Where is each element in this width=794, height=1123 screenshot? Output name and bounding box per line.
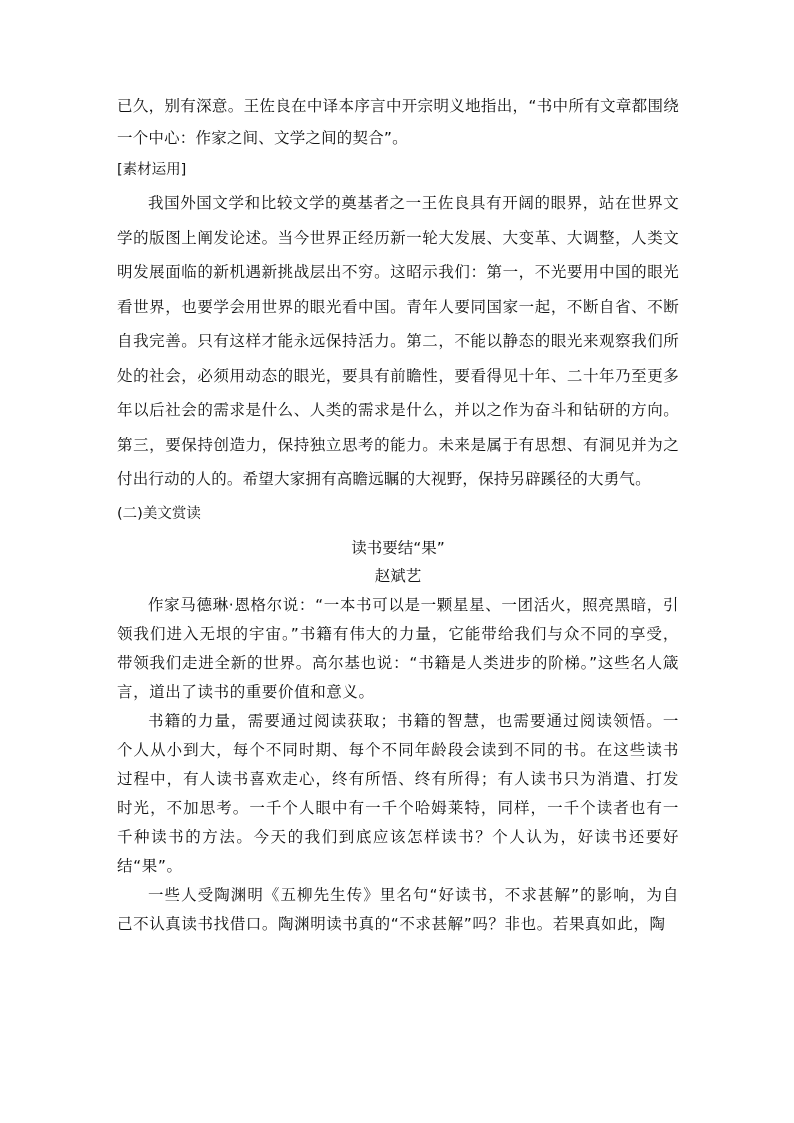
intro-continuation: 已久，别有深意。王佐良在中译本序言中开宗明义地指出，“书中所有文章都围绕一个中心：作家之间、文学之间的契合”。: [117, 97, 679, 147]
section-heading-appreciation: (二)美文赏读: [117, 505, 201, 522]
material-use-body: 我国外国文学和比较文学的奠基者之一王佐良具有开阔的眼界，站在世界文学的版图上阐发论述。当今世界正经历新一轮大发展、大变革、大调整，人类文明发展面临的新机遇新挑战层出不穷。这昭示我们：第一，不光要用中国的眼光看世界，也要学会用世界的眼光看中国。青年人要同国家一起，不断自省、不断自我完善。只有这样才能永远保持活力。第二，不能以静态的眼光来观察我们所处的社会，必须用动态的眼光，要具有前瞻性，要看得见十年、二十年乃至更多年以后社会的需求是什么、人类的需求是什么，并以之作为奋斗和钻研的方向。第三，要保持创造力，保持独立思考的能力。未来是属于有思想、有洞见并为之付出行动的人的。希望大家拥有高瞻远瞩的大视野，保持另辟蹊径的大勇气。: [117, 194, 679, 488]
essay-title: 读书要结“果”: [351, 538, 445, 557]
essay-paragraph: 书籍的力量，需要通过阅读获取；书籍的智慧，也需要通过阅读领悟。一个人从小到大，每个不同时期、每个不同年龄段会读到不同的书。在这些读书过程中，有人读书喜欢走心，终有所悟、终有所得；有人读书只为消遣、打发时光，不加思考。一千个人眼中有一千个哈姆莱特，同样，一千个读者也有一千种读书的方法。今天的我们到底应该怎样读书？个人认为，好读书还要好结“果”。: [117, 711, 679, 875]
essay-paragraph: 作家马德琳·恩格尔说：“一本书可以是一颗星星、一团活火，照亮黑暗，引领我们进入无垠的宇宙。”书籍有伟大的力量，它能带给我们与众不同的享受，带领我们走进全新的世界。高尔基也说：“书籍是人类进步的阶梯。”这些名人箴言，道出了读书的重要价值和意义。: [117, 595, 679, 701]
essay-paragraph: 一些人受陶渊明《五柳先生传》里名句“好读书，不求甚解”的影响，为自己不认真读书找借口。陶渊明读书真的“不求甚解”吗？非也。若果真如此，陶: [117, 885, 679, 933]
material-use-label: [素材运用]: [117, 162, 187, 178]
essay: [117, 533, 679, 939]
essay-author: 赵斌艺: [374, 566, 422, 585]
document-page: [117, 90, 679, 939]
